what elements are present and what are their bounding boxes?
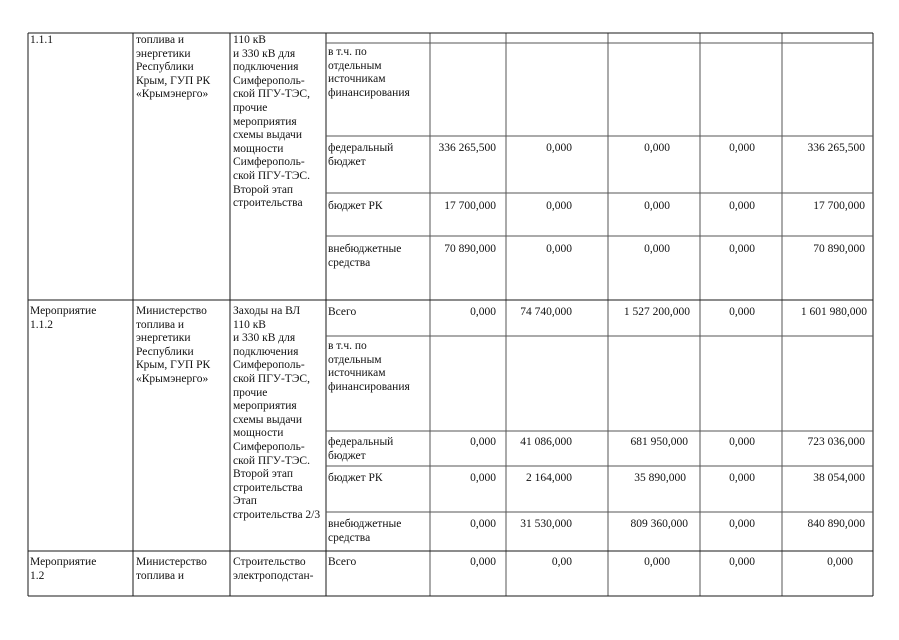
row-1-1-2-line-0-v3: 0,000 <box>729 306 755 318</box>
row-1-1-2-line-2-v0: 0,000 <box>470 436 496 448</box>
row-1-1-1-number: 1.1.1 <box>30 34 53 46</box>
row-1-1-1-line-1-v4: 336 265,500 <box>807 142 865 154</box>
row-1-1-2-line-4-label: внебюджетные средства <box>328 518 402 544</box>
row-1-1-1-line-1-v3: 0,000 <box>729 142 755 154</box>
row-1-1-2-line-0-v2: 1 527 200,000 <box>623 306 690 318</box>
row-1-1-1-line-1-v1: 0,000 <box>546 142 572 154</box>
row-1-1-1-line-2-v4: 17 700,000 <box>813 200 865 212</box>
row-1-1-2-line-0-v0: 0,000 <box>470 306 496 318</box>
row-1-1-2-line-4-v0: 0,000 <box>470 518 496 530</box>
row-1-1-2-line-4-v3: 0,000 <box>729 518 755 530</box>
row-1-1-1-line-2-v0: 17 700,000 <box>444 200 496 212</box>
row-1-1-1-line-1-v0: 336 265,500 <box>438 142 496 154</box>
row-1-1-1-line-1-v2: 0,000 <box>644 142 670 154</box>
row-1-2-line-0-v0: 0,000 <box>470 556 496 568</box>
row-1-1-2-line-3-v3: 0,000 <box>729 472 755 484</box>
row-1-1-2-number: Мероприятие 1.1.2 <box>30 305 97 331</box>
row-1-1-2-line-2-v4: 723 036,000 <box>807 436 865 448</box>
row-1-1-2-line-2-v1: 41 086,000 <box>520 436 572 448</box>
row-1-1-2-line-3-v1: 2 164,000 <box>526 472 572 484</box>
row-1-2-line-0-v2: 0,000 <box>644 556 670 568</box>
row-1-1-1-line-3-label: внебюджетные средства <box>328 243 402 269</box>
row-1-1-1-line-2-v1: 0,000 <box>546 200 572 212</box>
row-1-2-line-0-v3: 0,000 <box>729 556 755 568</box>
row-1-2-line-0-v1: 0,00 <box>551 556 572 568</box>
row-1-1-2-line-3-v0: 0,000 <box>470 472 496 484</box>
row-1-1-1-line-2-label: бюджет РК <box>328 200 383 212</box>
row-1-1-2-executor: Министерство топлива и энергетики Республики Крым, ГУП РК «Крымэнерго» <box>136 305 211 385</box>
row-1-1-2-line-2-label: федеральный бюджет <box>328 436 394 462</box>
row-1-1-2-line-4-v2: 809 360,000 <box>630 518 688 530</box>
row-1-1-2-description: Заходы на ВЛ 110 кВ и 330 кВ для подключения Симферополь- ской ПГУ-ТЭС, прочие мероприятия схемы выдачи мощности Симферополь- ской ПГУ-ТЭС. Второй этап строительства Этап строительства 2/3 <box>233 305 321 521</box>
row-1-1-2-line-3-v2: 35 890,000 <box>634 472 686 484</box>
row-1-1-2-line-4-v1: 31 530,000 <box>520 518 572 530</box>
row-1-1-1-line-1-label: федеральный бюджет <box>328 142 394 168</box>
row-1-1-2-line-0-v4: 1 601 980,000 <box>800 306 867 318</box>
row-1-1-1-executor: топлива и энергетики Республики Крым, ГУП РК «Крымэнерго» <box>136 34 211 101</box>
row-1-1-2-line-2-v3: 0,000 <box>729 436 755 448</box>
row-1-2-number: Мероприятие 1.2 <box>30 556 97 582</box>
row-1-1-1-line-3-v1: 0,000 <box>546 243 572 255</box>
row-1-1-1-line-0-label: в т.ч. по отдельным источникам финансирования <box>328 46 410 99</box>
row-1-1-1-description: 110 кВ и 330 кВ для подключения Симферополь- ской ПГУ-ТЭС, прочие мероприятия схемы выдачи мощности Симферополь- ской ПГУ-ТЭС. Второй этап строительства <box>233 34 310 210</box>
row-1-2-description: Строительство электроподстан- <box>233 556 314 582</box>
row-1-2-executor: Министерство топлива и <box>136 556 207 582</box>
row-1-1-2-line-3-v4: 38 054,000 <box>813 472 865 484</box>
row-1-1-2-line-4-v4: 840 890,000 <box>807 518 865 530</box>
row-1-1-2-line-2-v2: 681 950,000 <box>630 436 688 448</box>
row-1-1-2-line-0-label: Всего <box>328 306 357 318</box>
row-1-1-1-line-3-v4: 70 890,000 <box>813 243 865 255</box>
row-1-2-line-0-v4: 0,000 <box>827 556 853 568</box>
row-1-1-1-line-2-v2: 0,000 <box>644 200 670 212</box>
row-1-1-1-line-3-v0: 70 890,000 <box>444 243 496 255</box>
row-1-2-line-0-label: Всего <box>328 556 357 568</box>
row-1-1-1-line-3-v2: 0,000 <box>644 243 670 255</box>
row-1-1-1-line-2-v3: 0,000 <box>729 200 755 212</box>
row-1-1-2-line-3-label: бюджет РК <box>328 472 383 484</box>
row-1-1-1-line-3-v3: 0,000 <box>729 243 755 255</box>
row-1-1-2-line-1-label: в т.ч. по отдельным источникам финансирования <box>328 340 410 393</box>
row-1-1-2-line-0-v1: 74 740,000 <box>520 306 572 318</box>
